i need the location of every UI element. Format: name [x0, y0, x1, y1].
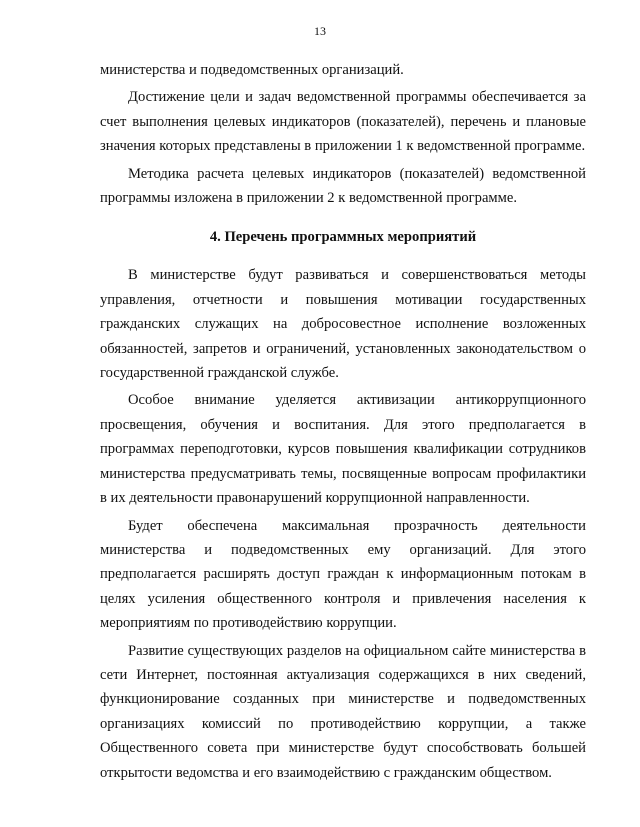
paragraph: Особое внимание уделяется активизации антикоррупционного просвещения, обучения и воспитания. Для этого предполагается в программах переподготовки, курсов повышения квалификации сотрудников министерства предусматривать темы, посвященные вопросам профилактики в их деятельности правонарушений коррупционной направленности. — [100, 392, 586, 507]
paragraph-continuation: министерства и подведомственных организаций. — [100, 62, 404, 78]
paragraph: Методика расчета целевых индикаторов (показателей) ведомственной программы изложена в приложении 2 к ведомственной программе. — [100, 165, 586, 207]
paragraph: Будет обеспечена максимальная прозрачность деятельности министерства и подведомственных ему организаций. Для этого предполагается расширять доступ граждан к информационным потокам в целях усиления общественного контроля и привлечения населения к мероприятиям по противодействию коррупции. — [100, 517, 586, 632]
document-body — [100, 58, 586, 788]
paragraph: Развитие существующих разделов на официальном сайте министерства в сети Интернет, постоянная актуализация содержащихся в них сведений, функционирование созданных при министерстве и подведомственных организациях комиссий по противодействию коррупции, а также Общественного совета при министерстве будут способствовать большей открытости ведомства и его взаимодействию с гражданским обществом. — [100, 642, 586, 781]
paragraph: Достижение цели и задач ведомственной программы обеспечивается за счет выполнения целевых индикаторов (показателей), перечень и плановые значения которых представлены в приложении 1 к ведомственной программе. — [100, 89, 586, 155]
page-number: 13 — [314, 24, 326, 38]
paragraph: В министерстве будут развиваться и совершенствоваться методы управления, отчетности и повышения мотивации государственных гражданских служащих на добросовестное исполнение возложенных обязанностей, запретов и ограничений, установленных законодательством о государственной гражданской службе. — [100, 267, 586, 382]
section-heading: 4. Перечень программных мероприятий — [209, 229, 477, 246]
